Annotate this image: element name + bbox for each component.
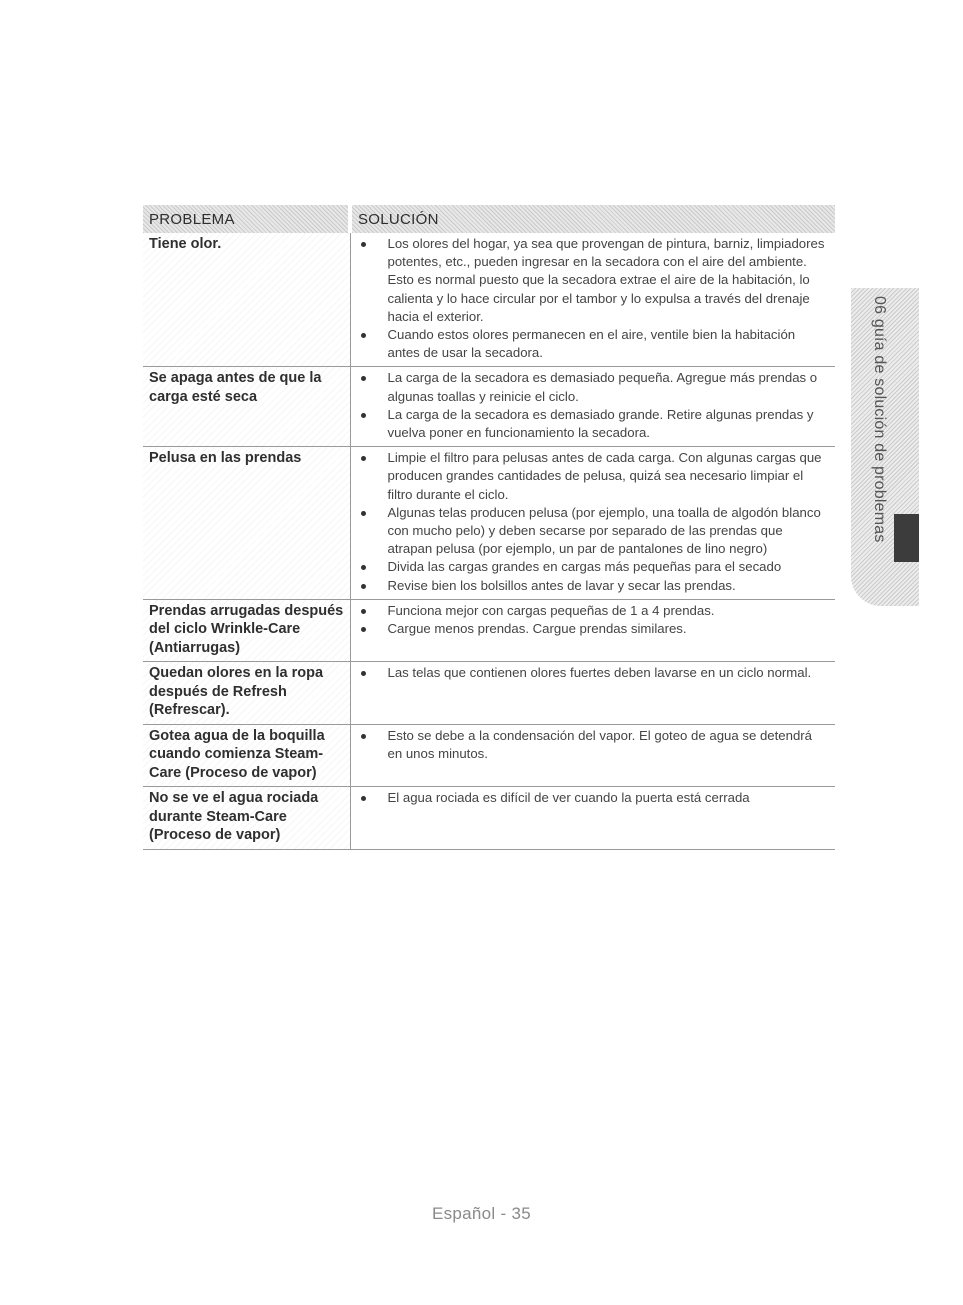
solution-cell: [350, 233, 835, 367]
solution-list: [359, 235, 830, 362]
solution-item: Funciona mejor con cargas pequeñas de 1 a 4 prendas.: [359, 602, 830, 620]
column-header-problem: PROBLEMA: [143, 205, 350, 233]
solution-item: Algunas telas producen pelusa (por ejemplo, una toalla de algodón blanco con mucho pelo) y deben secarse por separado de las prendas que atrapan pelusa (por ejemplo, un par de pantalones de lino negro): [359, 504, 830, 559]
solution-item: Esto se debe a la condensación del vapor. El goteo de agua se detendrá en unos minutos.: [359, 727, 830, 763]
chapter-side-tab-label: 06 guía de solución de problemas: [871, 296, 888, 543]
solution-cell: [350, 662, 835, 725]
solution-cell: [350, 367, 835, 447]
table-header-row: [143, 205, 835, 233]
solution-list: [359, 369, 830, 442]
solution-item: Cargue menos prendas. Cargue prendas similares.: [359, 620, 830, 638]
problem-cell: No se ve el agua rociada durante Steam-Care (Proceso de vapor): [143, 787, 350, 850]
page-footer: Español - 35: [431, 1204, 532, 1223]
troubleshooting-table-container: [143, 205, 835, 850]
solution-item: La carga de la secadora es demasiado pequeña. Agregue más prendas o algunas toallas y reinicie el ciclo.: [359, 369, 830, 405]
solution-item: Divida las cargas grandes en cargas más pequeñas para el secado: [359, 558, 830, 576]
column-header-solution: SOLUCIÓN: [350, 205, 835, 233]
solution-item: La carga de la secadora es demasiado grande. Retire algunas prendas y vuelva poner en funcionamiento la secadora.: [359, 406, 830, 442]
table-row: [143, 662, 835, 725]
solution-list: [359, 789, 830, 807]
solution-list: [359, 664, 830, 682]
troubleshooting-table: [143, 205, 835, 850]
solution-cell: [350, 447, 835, 600]
table-row: [143, 233, 835, 367]
solution-item: Revise bien los bolsillos antes de lavar y secar las prendas.: [359, 577, 830, 595]
solution-list: [359, 449, 830, 595]
table-row: [143, 367, 835, 447]
solution-item: El agua rociada es difícil de ver cuando la puerta está cerrada: [359, 789, 830, 807]
chapter-marker: [894, 514, 919, 562]
problem-cell: Prendas arrugadas después del ciclo Wrinkle-Care (Antiarrugas): [143, 599, 350, 662]
solution-item: Las telas que contienen olores fuertes deben lavarse en un ciclo normal.: [359, 664, 830, 682]
table-row: [143, 599, 835, 662]
solution-item: Limpie el filtro para pelusas antes de cada carga. Con algunas cargas que producen grandes cantidades de pelusa, quizá sea necesario limpiar el filtro durante el ciclo.: [359, 449, 830, 504]
solution-item: Cuando estos olores permanecen en el aire, ventile bien la habitación antes de usar la secadora.: [359, 326, 830, 362]
solution-cell: [350, 599, 835, 662]
problem-cell: Se apaga antes de que la carga esté seca: [143, 367, 350, 447]
problem-cell: Tiene olor.: [143, 233, 350, 367]
solution-list: [359, 727, 830, 763]
table-row: [143, 447, 835, 600]
solution-cell: [350, 724, 835, 787]
problem-cell: Gotea agua de la boquilla cuando comienza Steam-Care (Proceso de vapor): [143, 724, 350, 787]
solution-cell: [350, 787, 835, 850]
solution-list: [359, 602, 830, 638]
table-row: [143, 724, 835, 787]
problem-cell: Quedan olores en la ropa después de Refresh (Refrescar).: [143, 662, 350, 725]
table-row: [143, 787, 835, 850]
problem-cell: Pelusa en las prendas: [143, 447, 350, 600]
solution-item: Los olores del hogar, ya sea que provengan de pintura, barniz, limpiadores potentes, etc., pueden ingresar en la secadora con el aire del ambiente. Esto es normal puesto que la secadora extrae el aire de la habitación, lo calienta y lo hace circular por el tambor y lo expulsa a través del drenaje hacia el exterior.: [359, 235, 830, 326]
